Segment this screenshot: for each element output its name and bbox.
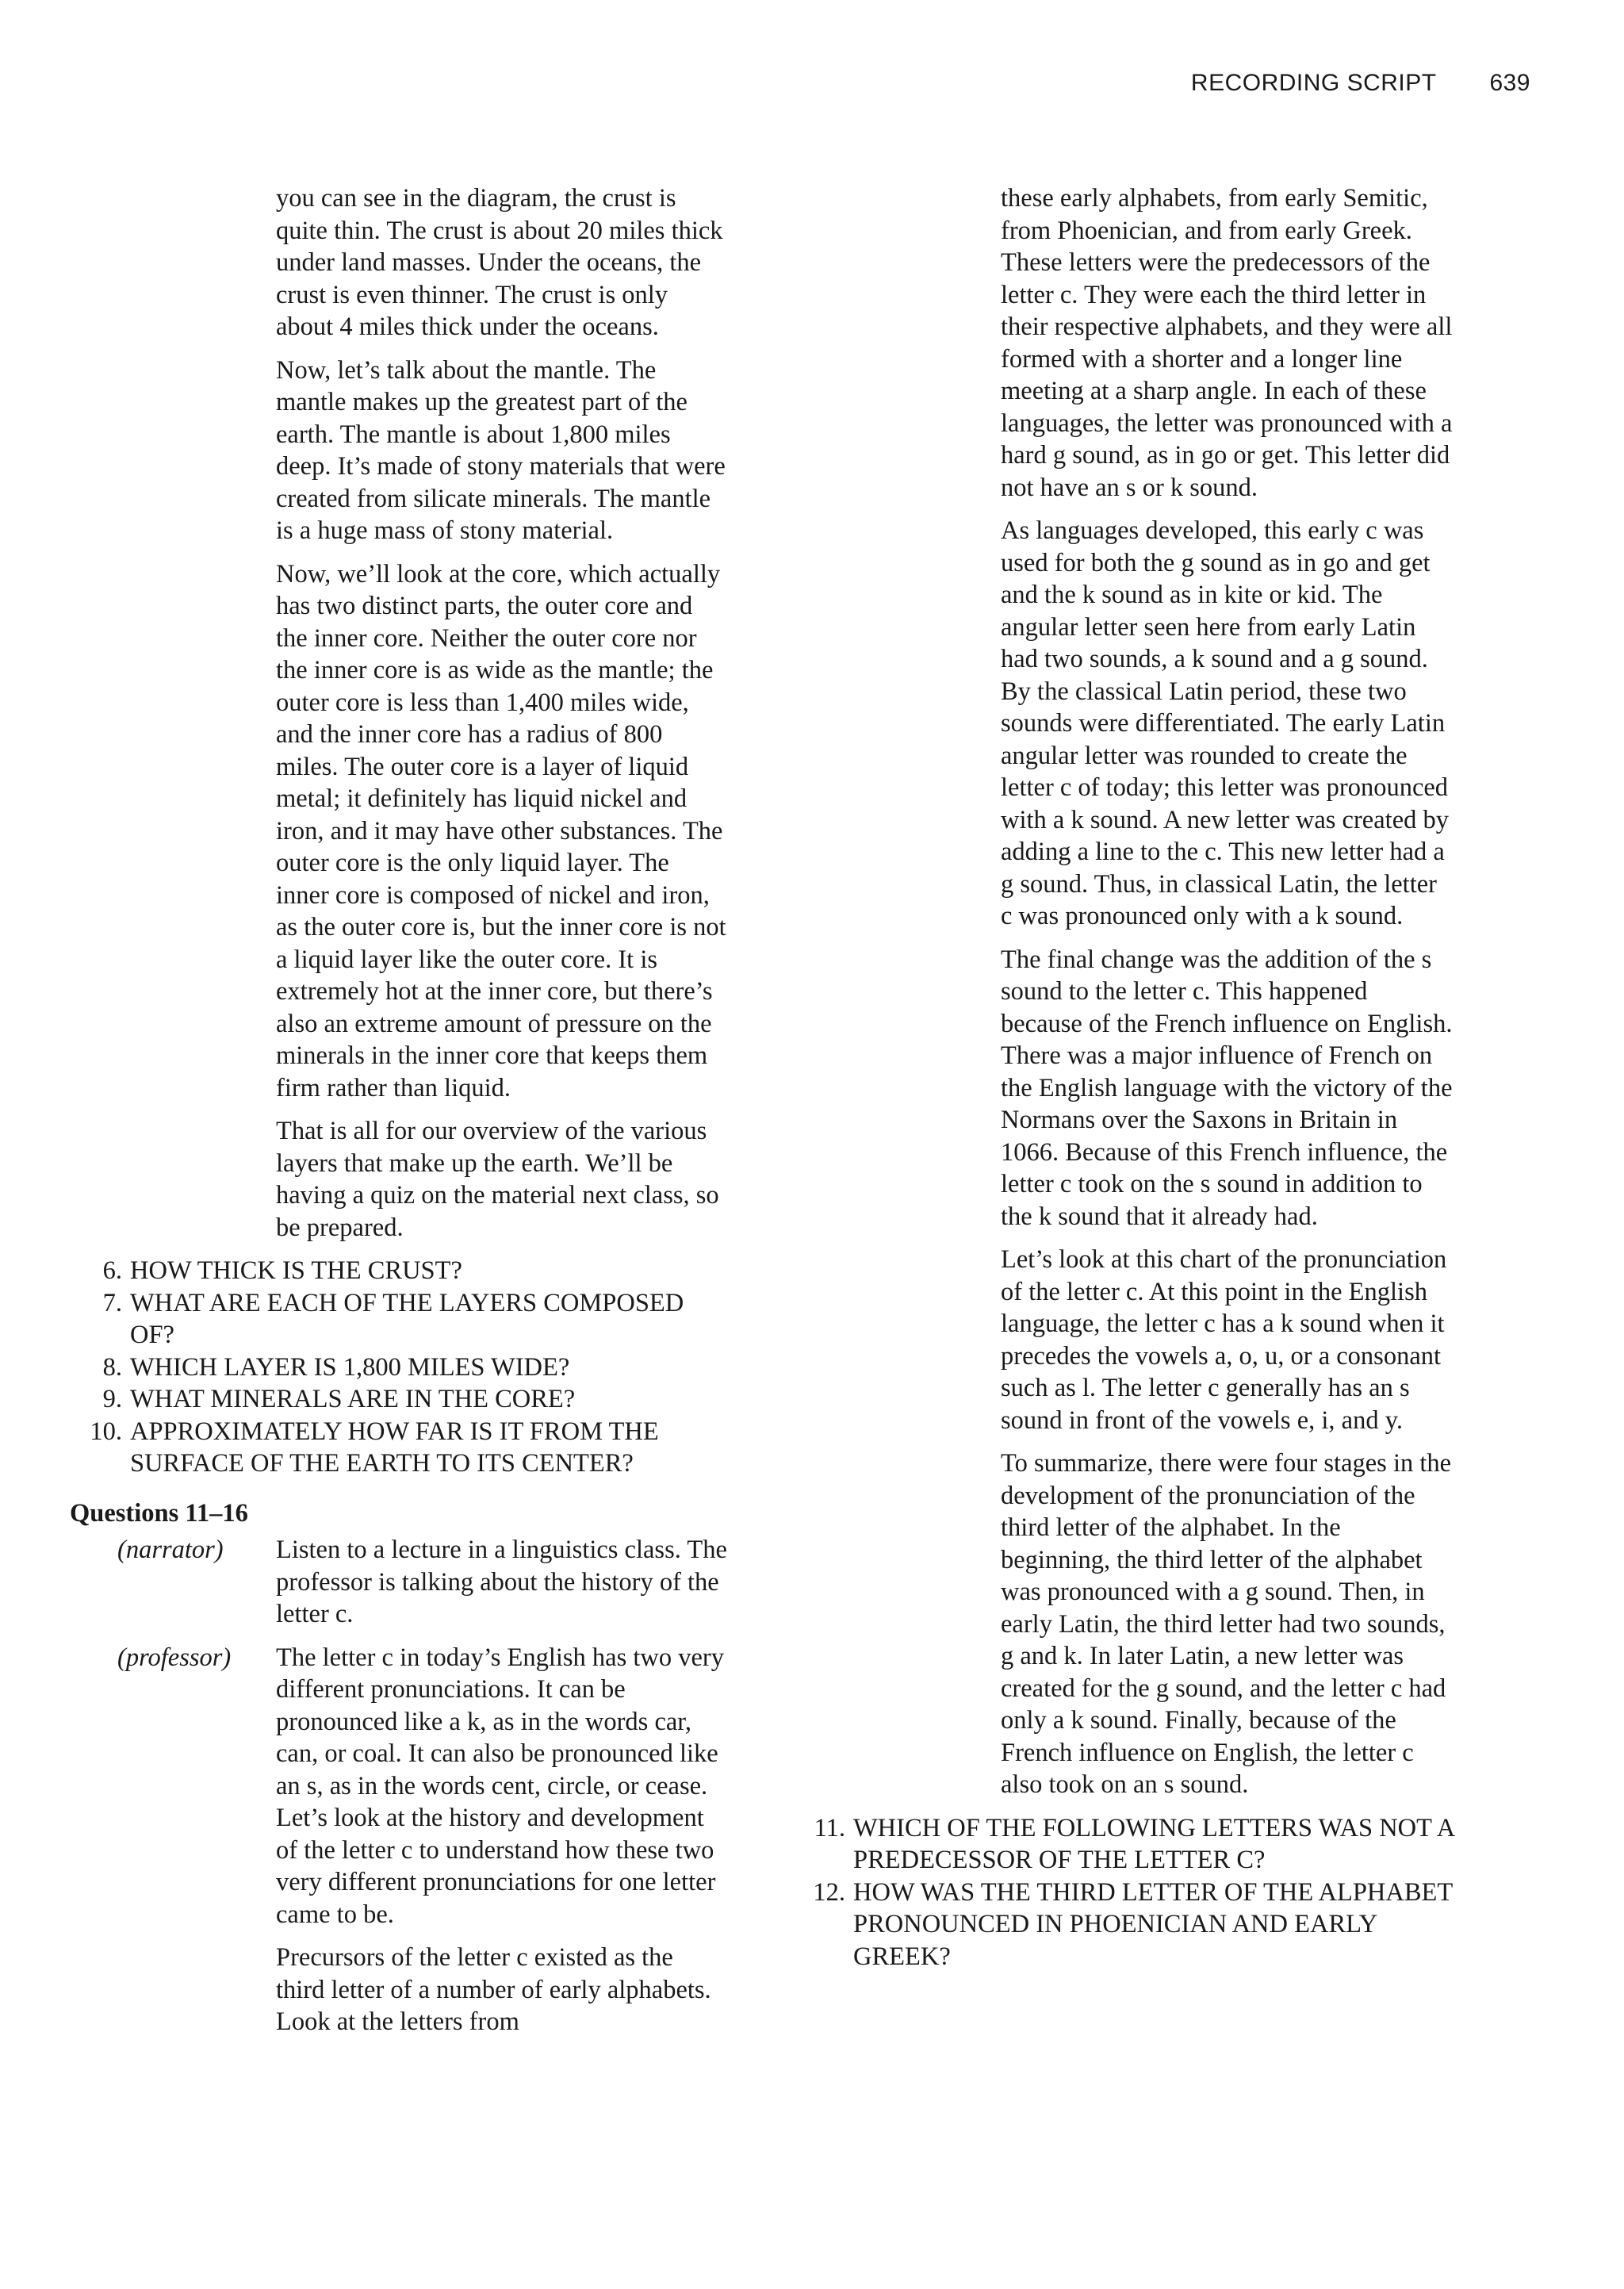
question-item bbox=[793, 1812, 1475, 1877]
question-text: APPROXIMATELY HOW FAR IS IT FROM THE SURFACE OF THE EARTH TO ITS CENTER? bbox=[130, 1417, 659, 1478]
question-text: HOW THICK IS THE CRUST? bbox=[130, 1256, 462, 1285]
question-list bbox=[70, 1255, 728, 1480]
page-header bbox=[0, 70, 1530, 97]
paragraph: The final change was the addition of the s sound to the letter c. This happened because of the French influence on English. There was a major influence of French on the English language with the victory of the Normans over the Saxons in Britain in 1066. Because of this French influence, the letter c took on the s sound in addition to the k sound that it already had. bbox=[1001, 945, 1453, 1231]
left-column bbox=[70, 182, 728, 2049]
lecture-earth-layers bbox=[276, 182, 728, 1244]
paragraph: Precursors of the letter c existed as the third letter of a number of early alphabets. Look at the letters from bbox=[276, 1943, 711, 2036]
question-number: 8. bbox=[102, 1352, 122, 1382]
question-number: 9. bbox=[102, 1385, 122, 1413]
question-item bbox=[70, 1352, 728, 1384]
question-item bbox=[70, 1287, 728, 1352]
question-number: 11. bbox=[814, 1813, 845, 1842]
paragraph: Now, let’s talk about the mantle. The mantle makes up the greatest part of the earth. The mantle is about 1,800 miles deep. It’s made of stony materials that were created from silicate minerals. The mantle is a huge mass of stony material. bbox=[276, 355, 726, 545]
question-item bbox=[70, 1383, 728, 1416]
page-number: 639 bbox=[1489, 70, 1530, 96]
paragraph: As languages developed, this early c was used for both the g sound as in go and get and the k sound as in kite or kid. The angular letter seen here from early Latin had two sounds, a k sound and a g sound. By the classical Latin period, these two sounds were differentiated. The early Latin angular letter was rounded to create the letter c of today; this letter was pronounced with a k sound. A new letter was created by adding a line to the c. This new letter had a g sound. Thus, in classical Latin, the letter c was pronounced only with a k sound. bbox=[1001, 516, 1449, 930]
paragraph: these early alphabets, from early Semitic, from Phoenician, and from early Greek. These letters were the predecessors of the letter c. They were each the third letter in their respective alphabets, and they were all formed with a shorter and a longer line meeting at a sharp angle. In each of these languages, the letter was pronounced with a hard g sound, as in go or get. This letter did not have an s or k sound. bbox=[1001, 184, 1453, 502]
professor-block bbox=[70, 1642, 728, 1931]
speaker-label: (professor) bbox=[117, 1643, 232, 1672]
question-item bbox=[70, 1255, 728, 1287]
lecture-letter-c-continued bbox=[1001, 182, 1453, 1801]
question-text: HOW WAS THE THIRD LETTER OF THE ALPHABET PRONOUNCED IN PHOENICIAN AND EARLY GREEK? bbox=[853, 1877, 1453, 1971]
question-number: 10. bbox=[90, 1417, 122, 1446]
question-number: 12. bbox=[813, 1877, 845, 1907]
question-text: WHICH LAYER IS 1,800 MILES WIDE? bbox=[130, 1352, 570, 1382]
question-number: 6. bbox=[102, 1256, 122, 1285]
speaker-text: Listen to a lecture in a linguistics class. The professor is talking about the history of the letter c. bbox=[276, 1536, 727, 1628]
paragraph: Let’s look at this chart of the pronunciation of the letter c. At this point in the English language, the letter c has a k sound when it precedes the vowels a, o, u, or a consonant such as l. The letter c generally has an s sound in front of the vowels e, i, and y. bbox=[1001, 1245, 1447, 1435]
narrator-block bbox=[70, 1534, 728, 1631]
right-column bbox=[793, 182, 1475, 1973]
paragraph: you can see in the diagram, the crust is quite thin. The crust is about 20 miles thick under land masses. Under the oceans, the crust is even thinner. The crust is only about 4 miles thick under the oceans. bbox=[276, 184, 723, 341]
question-item bbox=[793, 1877, 1475, 1973]
speaker-text: The letter c in today’s English has two very different pronunciations. It can be pronounced like a k, as in the words car, can, or coal. It can also be pronounced like an s, as in the words cent, circle, or cease. Let’s look at the history and development of the letter c to understand how these two very different pronunciations for one letter came to be. bbox=[276, 1643, 725, 1929]
running-head: RECORDING SCRIPT bbox=[1190, 70, 1437, 96]
question-number: 7. bbox=[102, 1288, 122, 1317]
paragraph: To summarize, there were four stages in the development of the pronunciation of the third letter of the alphabet. In the beginning, the third letter of the alphabet was pronounced with a g sound. Then, in early Latin, the third letter had two sounds, g and k. In later Latin, a new letter was created for the g sound, and the letter c had only a k sound. Finally, because of the French influence on English, the letter c also took on an s sound. bbox=[1001, 1449, 1452, 1799]
question-text: WHICH OF THE FOLLOWING LETTERS WAS NOT A PREDECESSOR OF THE LETTER C? bbox=[853, 1813, 1454, 1874]
question-text: WHAT ARE EACH OF THE LAYERS COMPOSED OF? bbox=[130, 1288, 684, 1349]
paragraph: Now, we’ll look at the core, which actually has two distinct parts, the outer core and the inner core. Neither the outer core nor the inner core is as wide as the mantle; the outer core is less than 1,400 miles wide, and the inner core has a radius of 800 miles. The outer core is a layer of liquid metal; it definitely has liquid nickel and iron, and it may have other substances. The outer core is the only liquid layer. The inner core is composed of nickel and iron, as the outer core is, but the inner core is not a liquid layer like the outer core. It is extremely hot at the inner core, but there’s also an extreme amount of pressure on the minerals in the inner core that keeps them firm rather than liquid. bbox=[276, 559, 726, 1102]
lecture-letter-c-start bbox=[276, 1942, 728, 2038]
paragraph: That is all for our overview of the various layers that make up the earth. We’ll be having a quiz on the material next class, so be prepared. bbox=[276, 1117, 719, 1242]
question-list bbox=[793, 1812, 1475, 1973]
section-heading: Questions 11–16 bbox=[70, 1498, 248, 1528]
speaker-label: (narrator) bbox=[117, 1536, 224, 1564]
question-text: WHAT MINERALS ARE IN THE CORE? bbox=[130, 1385, 576, 1413]
question-item bbox=[70, 1416, 728, 1480]
